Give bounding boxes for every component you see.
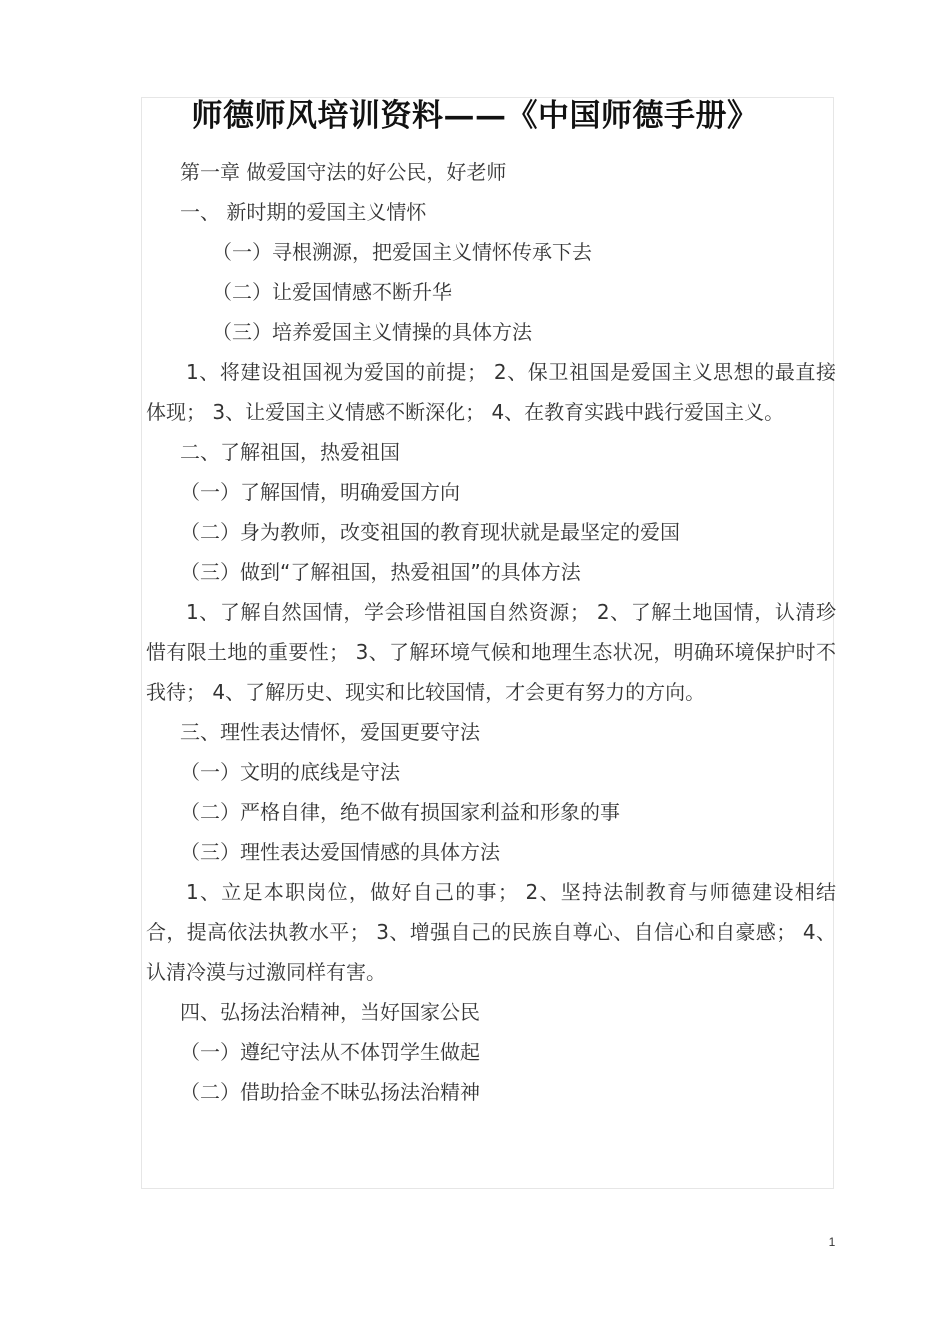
chapter-heading: 第一章 做爱国守法的好公民，好老师 [180,160,507,184]
subsection-heading: （二）身为教师，改变祖国的教育现状就是最坚定的爱国 [180,520,680,544]
subsection-heading: （二）借助拾金不昧弘扬法治精神 [180,1080,480,1104]
section-heading: 一、 新时期的爱国主义情怀 [180,200,427,224]
subsection-heading: （三）培养爱国主义情操的具体方法 [212,320,532,344]
subsection-heading: （一）了解国情，明确爱国方向 [180,480,460,504]
section-heading: 三、理性表达情怀，爱国更要守法 [180,720,480,744]
page-number: 1 [828,1235,836,1249]
document-title: 师德师风培训资料——《中国师德手册》 [191,98,759,134]
subsection-heading: （一）遵纪守法从不体罚学生做起 [180,1040,480,1064]
subsection-heading: （二）让爱国情感不断升华 [212,280,452,304]
section-heading: 二、了解祖国，热爱祖国 [180,440,400,464]
subsection-heading: （二）严格自律，绝不做有损国家利益和形象的事 [180,800,620,824]
body-paragraph: 1、立足本职岗位，做好自己的事； 2、坚持法制教育与师德建设相结合，提高依法执教水平； 3、增强自己的民族自尊心、自信心和自豪感； 4、认清冷漠与过激同样有害。 [146,880,836,984]
subsection-heading: （三）理性表达爱国情感的具体方法 [180,840,500,864]
subsection-heading: （一）文明的底线是守法 [180,760,400,784]
body-paragraph: 1、了解自然国情，学会珍惜祖国自然资源； 2、了解土地国情，认清珍惜有限土地的重要性； 3、了解环境气候和地理生态状况，明确环境保护时不我待； 4、了解历史、现实和比较国情，才会更有努力的方向。 [146,600,836,704]
section-heading: 四、弘扬法治精神，当好国家公民 [180,1000,480,1024]
subsection-heading: （三）做到“了解祖国，热爱祖国”的具体方法 [180,560,581,584]
body-paragraph: 1、将建设祖国视为爱国的前提； 2、保卫祖国是爱国主义思想的最直接体现； 3、让爱国主义情感不断深化； 4、在教育实践中践行爱国主义。 [146,360,836,424]
subsection-heading: （一）寻根溯源，把爱国主义情怀传承下去 [212,240,592,264]
document-body [146,152,836,1112]
